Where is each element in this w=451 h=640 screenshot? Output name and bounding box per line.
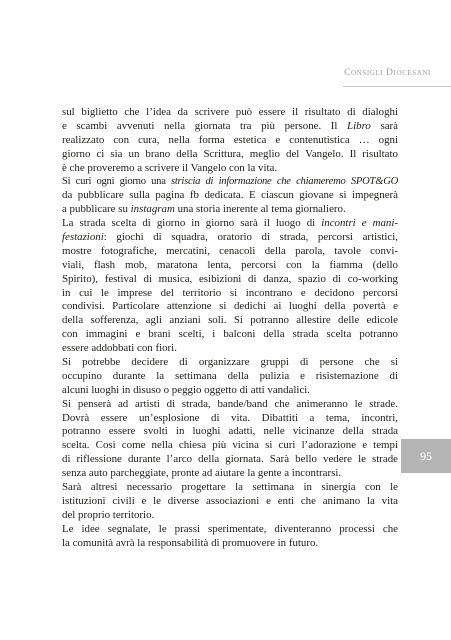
- text-run: del proprio territorio.: [62, 508, 155, 521]
- text-run: è che proveremo a scrivere il Vangelo con la vita.: [62, 161, 278, 174]
- text-run: Si penserà ad artisti di strada, bande/band che animeranno le strade.: [62, 397, 398, 410]
- text-line: [62, 148, 398, 162]
- text-line: [62, 134, 398, 148]
- text-line: [62, 106, 398, 120]
- text-line: [62, 356, 398, 370]
- text-run: essere addobbati con fiori.: [62, 342, 177, 355]
- text-run: Spirito), festival di musica, esibizioni di danza, spazio di co-working: [62, 272, 398, 285]
- text-run: senza auto parcheggiate, pronte ad aiutare la gente a incontrarsi.: [62, 467, 342, 480]
- italic-text: striscia di informazione che chiameremo SPOT&GO: [170, 176, 398, 188]
- text-run: giorno ci sia un brano della Scrittura, meglio del Vangelo. Il risultato: [62, 147, 398, 160]
- text-run: la comunità avrà la responsabilità di promuovere in futuro.: [62, 536, 319, 549]
- italic-text: festazioni: [62, 231, 104, 244]
- text-line: [62, 203, 398, 217]
- text-run: La strada scelta di giorno in giorno sarà il luogo di: [62, 217, 322, 230]
- text-line: [62, 453, 398, 467]
- text-run: scelta. Così come nella chiesa più vicina si curi l’adorazione e tempi: [62, 439, 398, 452]
- text-line: [62, 231, 398, 245]
- text-line: [62, 259, 398, 273]
- text-line: [62, 217, 398, 231]
- text-line: [62, 370, 398, 384]
- italic-text: incontri e mani-: [321, 217, 398, 230]
- text-run: sul biglietto che l’idea da scrivere può essere il risultato di dialoghi: [62, 106, 398, 118]
- text-line: [62, 509, 398, 523]
- text-run: e scambi avvenuti nella giornata tra più persone. Il: [62, 119, 348, 132]
- text-line: [62, 273, 398, 287]
- text-run: occupino durante la settimana della pulizia e risistemazione di: [62, 369, 398, 382]
- text-run: realizzato con cura, nella forma estetica e contenutistica … ogni: [62, 133, 398, 146]
- body-text: [62, 106, 398, 551]
- text-run: Sarà altresì necessario progettare la settimana in sinergia con le: [62, 481, 398, 494]
- text-run: in cui le imprese del territorio si incontrano e decidono percorsi: [62, 286, 398, 299]
- text-line: [62, 495, 398, 509]
- text-run: da pubblicare sulla pagina fb dedicata. E ciascun giovane si impegnerà: [62, 189, 398, 202]
- text-line: [62, 162, 398, 176]
- text-run: sarà: [370, 119, 398, 132]
- text-line: [62, 328, 398, 342]
- text-run: : giochi di squadra, oratorio di strada, percorsi artistici,: [103, 231, 398, 244]
- text-line: [62, 120, 398, 134]
- text-line: [62, 175, 398, 189]
- text-line: [62, 342, 398, 356]
- text-line: [62, 189, 398, 203]
- text-run: con immagini e brani scelti, i balconi della strada scelta potranno: [62, 328, 398, 341]
- text-line: [62, 425, 398, 439]
- text-run: della sofferenza, agli anziani soli. Si potranno allestire delle edicole: [62, 314, 398, 327]
- page-number-tab: [401, 439, 451, 473]
- text-run: Si curi ogni giorno una: [62, 176, 171, 188]
- text-line: [62, 245, 398, 259]
- text-run: di riflessione durante l’arco della giornata. Sarà bello vedere le strade: [62, 453, 398, 466]
- text-run: Dovrà essere un’esplosione di vita. Dibattiti a tema, incontri,: [62, 411, 398, 424]
- text-line: [62, 439, 398, 453]
- text-line: [62, 412, 398, 426]
- text-line: [62, 481, 398, 495]
- italic-text: Libro: [347, 119, 371, 132]
- text-run: condivisi. Particolare attenzione si dedichi ai luoghi della povertà e: [62, 300, 398, 313]
- text-run: alcuni luoghi in disuso o peggio oggetto di atti vandalici.: [62, 383, 311, 396]
- text-line: [62, 523, 398, 537]
- text-line: [62, 287, 398, 301]
- text-line: [62, 398, 398, 412]
- text-line: [62, 467, 398, 481]
- page-number: 95: [420, 449, 432, 463]
- header-rule: [343, 86, 451, 87]
- text-run: potranno essere svolti in luoghi adatti, nelle vicinanze della strada: [62, 425, 398, 438]
- text-run: Le idee segnalate, le prassi sperimentate, diventeranno processi che: [62, 522, 398, 535]
- italic-text: instagram: [130, 203, 175, 216]
- text-run: Si potrebbe decidere di organizzare gruppi di persone che si: [62, 356, 398, 369]
- running-head: Consigli Diocesani: [344, 68, 431, 78]
- text-run: istituzioni civili e le diverse associazioni e enti che animano la vita: [62, 494, 398, 507]
- text-line: [62, 537, 398, 551]
- text-run: una storia inerente al tema giornaliero.: [174, 203, 346, 216]
- text-run: mostre fotografiche, mercatini, cenacoli della parola, tavole convi-: [62, 244, 398, 257]
- text-run: a pubblicare su: [62, 203, 131, 216]
- text-line: [62, 314, 398, 328]
- text-run: viali, flash mob, maratona lenta, percorsi con la fiamma (dello: [62, 258, 398, 271]
- text-line: [62, 300, 398, 314]
- text-line: [62, 384, 398, 398]
